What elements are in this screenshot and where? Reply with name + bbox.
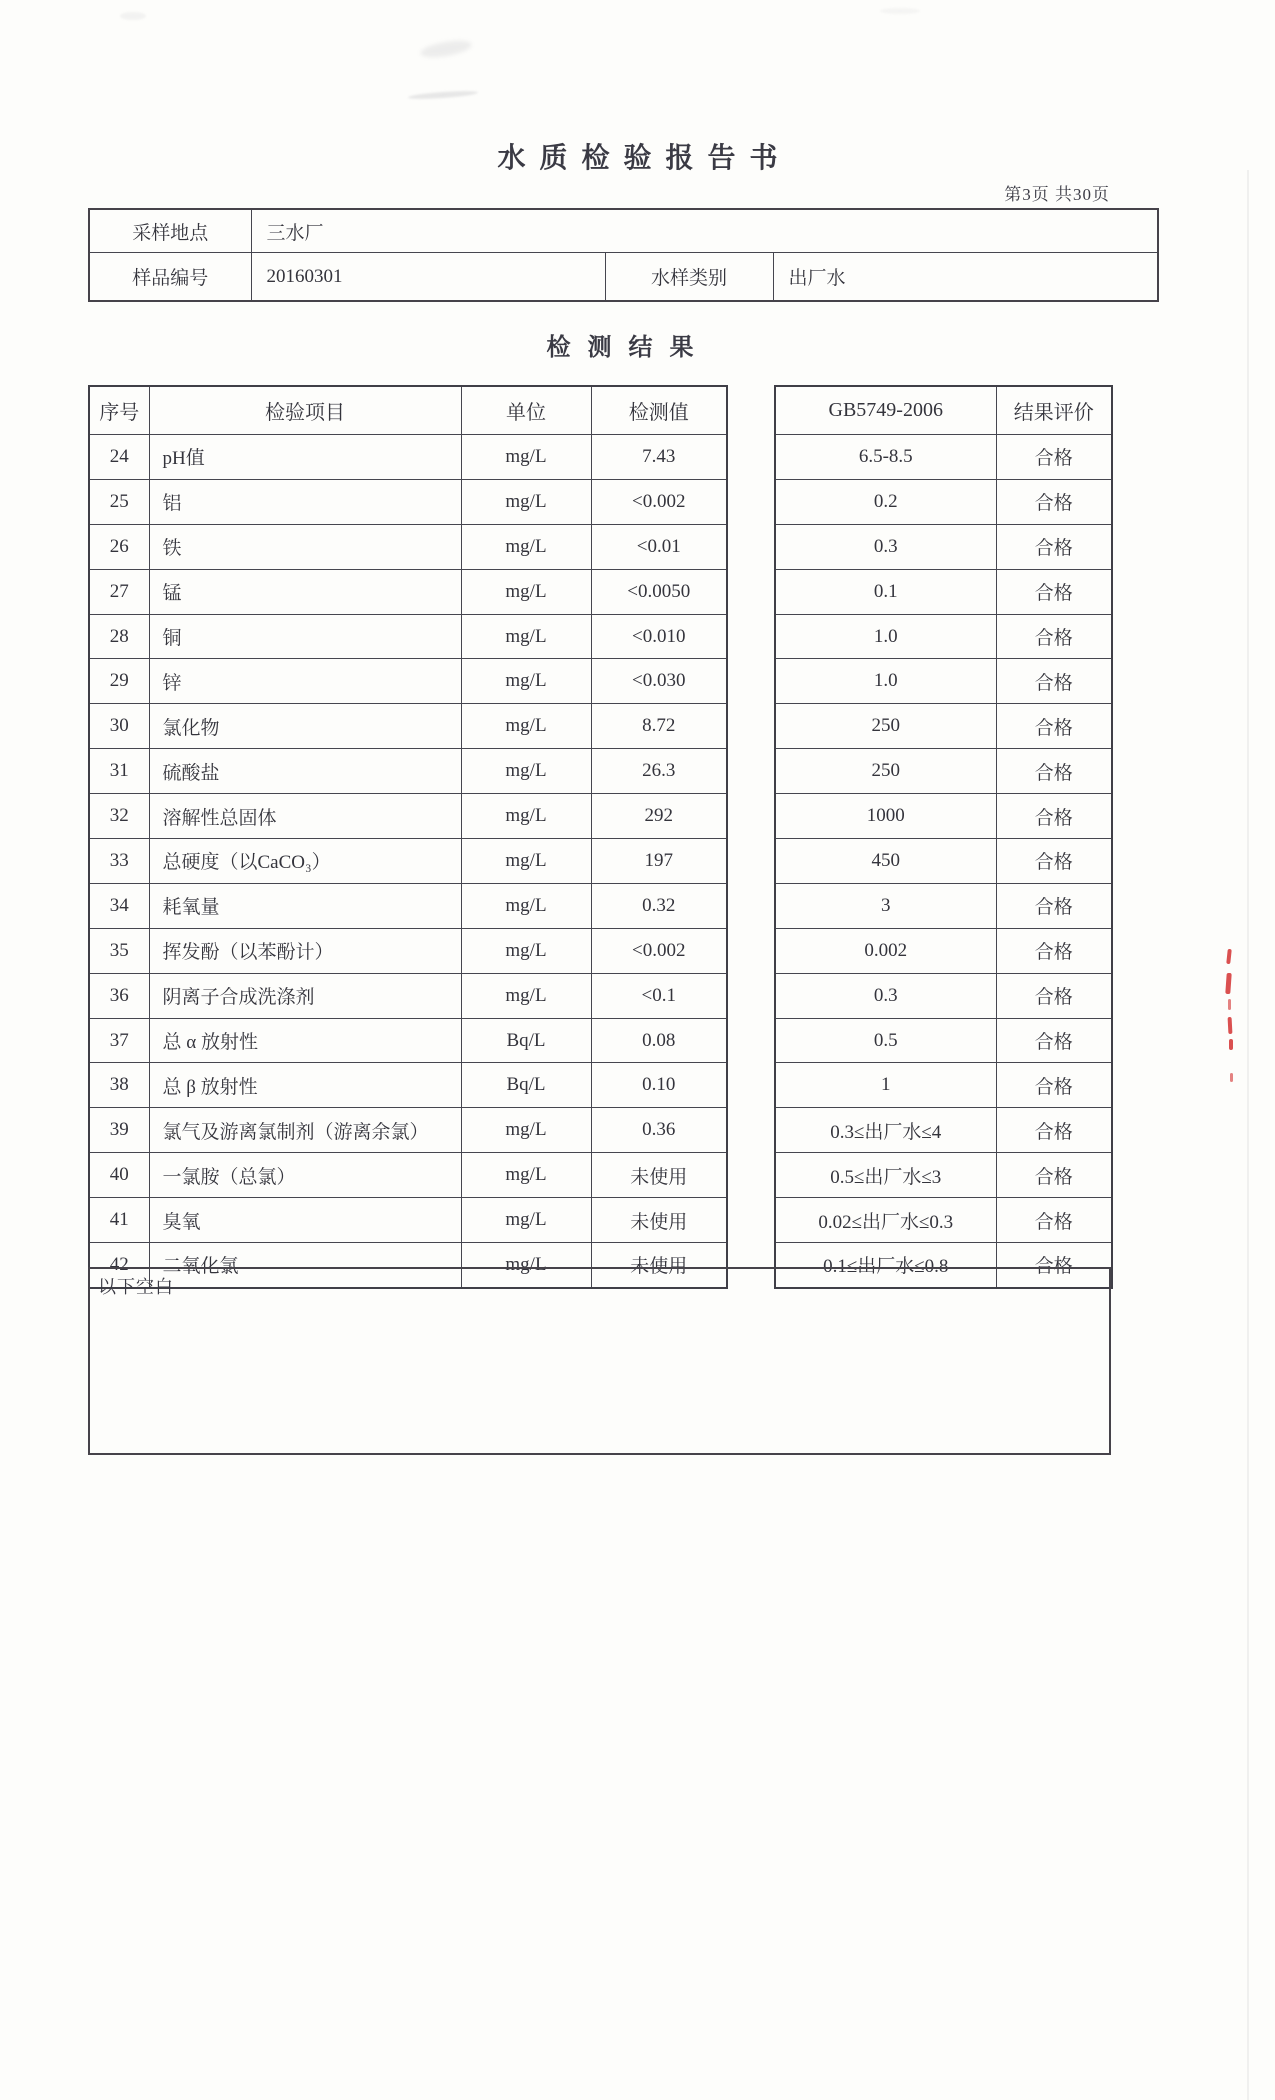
- measured-value-cell: <0.01: [591, 524, 727, 569]
- measured-value-cell: 0.32: [591, 883, 727, 928]
- standard-limit-cell: 250: [775, 704, 996, 749]
- unit-cell: mg/L: [461, 704, 591, 749]
- evaluation-cell: 合格: [996, 614, 1112, 659]
- item-name-cell: 臭氧: [149, 1198, 461, 1243]
- table-row: [89, 435, 727, 480]
- item-name-cell: 锰: [149, 569, 461, 614]
- standard-limit-cell: 0.1: [775, 569, 996, 614]
- table-row: [775, 794, 1112, 839]
- table-row: [775, 659, 1112, 704]
- measured-value-cell: <0.002: [591, 479, 727, 524]
- row-no-cell: 25: [89, 479, 149, 524]
- sample-number-value: 20160301: [251, 253, 605, 302]
- col-header-row-no: 序号: [89, 386, 149, 435]
- table-row: [89, 928, 727, 973]
- standard-limit-cell: 1000: [775, 794, 996, 839]
- table-row: [89, 659, 727, 704]
- item-name-cell: 阴离子合成洗涤剂: [149, 973, 461, 1018]
- row-no-cell: 38: [89, 1063, 149, 1108]
- table-row: [775, 749, 1112, 794]
- document-title: 水质检验报告书: [497, 143, 792, 174]
- row-no-cell: 42: [89, 1243, 149, 1288]
- sample-info-row: [89, 253, 1158, 302]
- unit-cell: mg/L: [461, 928, 591, 973]
- item-name-cell: 总 β 放射性: [149, 1063, 461, 1108]
- col-header-item: 检验项目: [149, 386, 461, 435]
- table-row: [89, 973, 727, 1018]
- measured-value-cell: 292: [591, 794, 727, 839]
- item-name-cell: 挥发酚（以苯酚计）: [149, 928, 461, 973]
- row-no-cell: 39: [89, 1108, 149, 1153]
- unit-cell: mg/L: [461, 479, 591, 524]
- standard-limit-cell: 0.2: [775, 479, 996, 524]
- standard-limit-cell: 1.0: [775, 614, 996, 659]
- standard-limit-cell: 0.3≤出厂水≤4: [775, 1108, 996, 1153]
- item-name-cell: 二氧化氯: [149, 1243, 461, 1288]
- results-section-title: 检测结果: [546, 335, 711, 361]
- table-row: [89, 1198, 727, 1243]
- row-no-cell: 28: [89, 614, 149, 659]
- table-row: [89, 524, 727, 569]
- item-name-cell: 铁: [149, 524, 461, 569]
- unit-cell: mg/L: [461, 659, 591, 704]
- sample-number-label: 样品编号: [89, 253, 251, 302]
- measured-value-cell: 0.10: [591, 1063, 727, 1108]
- measured-value-cell: <0.010: [591, 614, 727, 659]
- red-ink-marks: [1224, 945, 1236, 1090]
- table-row: [775, 1108, 1112, 1153]
- water-type-value: 出厂水: [773, 253, 1158, 302]
- results-table-right-body: [775, 435, 1112, 1288]
- blank-below-note: 以下空白: [98, 1277, 174, 1297]
- table-row: [775, 524, 1112, 569]
- evaluation-cell: 合格: [996, 839, 1112, 884]
- measured-value-cell: 197: [591, 839, 727, 884]
- table-row: [775, 435, 1112, 480]
- item-name-cell: 溶解性总固体: [149, 794, 461, 839]
- measured-value-cell: 0.08: [591, 1018, 727, 1063]
- measured-value-cell: <0.002: [591, 928, 727, 973]
- scan-smudge: [419, 38, 473, 61]
- unit-cell: mg/L: [461, 1108, 591, 1153]
- evaluation-cell: 合格: [996, 1108, 1112, 1153]
- standard-limit-cell: 0.3: [775, 973, 996, 1018]
- blank-remainder-box: [88, 1267, 1111, 1455]
- unit-cell: mg/L: [461, 435, 591, 480]
- col-header-evaluation: 结果评价: [996, 386, 1112, 435]
- measured-value-cell: 8.72: [591, 704, 727, 749]
- unit-cell: Bq/L: [461, 1018, 591, 1063]
- standard-limit-cell: 0.5: [775, 1018, 996, 1063]
- unit-cell: mg/L: [461, 749, 591, 794]
- table-row: [89, 569, 727, 614]
- table-row: [775, 928, 1112, 973]
- standard-limit-cell: 6.5-8.5: [775, 435, 996, 480]
- sampling-location-label: 采样地点: [89, 209, 251, 253]
- standard-limit-cell: 0.002: [775, 928, 996, 973]
- paper-edge-shadow: [1247, 170, 1249, 2100]
- item-name-cell: 铜: [149, 614, 461, 659]
- item-name-cell: 氯气及游离氯制剂（游离余氯）: [149, 1108, 461, 1153]
- row-no-cell: 33: [89, 839, 149, 884]
- table-row: [775, 704, 1112, 749]
- item-name-cell: 总 α 放射性: [149, 1018, 461, 1063]
- unit-cell: mg/L: [461, 524, 591, 569]
- table-row: [89, 839, 727, 884]
- evaluation-cell: 合格: [996, 1243, 1112, 1288]
- table-row: [89, 614, 727, 659]
- row-no-cell: 30: [89, 704, 149, 749]
- table-row: [89, 704, 727, 749]
- item-name-cell: 总硬度（以CaCO₃）: [149, 839, 461, 884]
- standard-limit-cell: 1.0: [775, 659, 996, 704]
- evaluation-cell: 合格: [996, 659, 1112, 704]
- table-row: [775, 1018, 1112, 1063]
- col-header-measured: 检测值: [591, 386, 727, 435]
- unit-cell: mg/L: [461, 1243, 591, 1288]
- unit-cell: mg/L: [461, 883, 591, 928]
- evaluation-cell: 合格: [996, 479, 1112, 524]
- measured-value-cell: 0.36: [591, 1108, 727, 1153]
- item-name-cell: 铝: [149, 479, 461, 524]
- results-header-row: [775, 386, 1112, 435]
- item-name-cell: 耗氧量: [149, 883, 461, 928]
- col-header-unit: 单位: [461, 386, 591, 435]
- unit-cell: mg/L: [461, 569, 591, 614]
- sample-info-table: [88, 208, 1159, 302]
- evaluation-cell: 合格: [996, 435, 1112, 480]
- scan-smudge: [408, 90, 478, 101]
- row-no-cell: 37: [89, 1018, 149, 1063]
- evaluation-cell: 合格: [996, 749, 1112, 794]
- scan-smudge: [880, 8, 920, 14]
- item-name-cell: 锌: [149, 659, 461, 704]
- unit-cell: mg/L: [461, 1198, 591, 1243]
- table-row: [775, 1198, 1112, 1243]
- scan-smudge: [120, 12, 146, 20]
- evaluation-cell: 合格: [996, 569, 1112, 614]
- table-row: [775, 1153, 1112, 1198]
- evaluation-cell: 合格: [996, 1018, 1112, 1063]
- table-row: [775, 839, 1112, 884]
- table-row: [775, 614, 1112, 659]
- standard-limit-cell: 450: [775, 839, 996, 884]
- evaluation-cell: 合格: [996, 524, 1112, 569]
- item-name-cell: pH值: [149, 435, 461, 480]
- table-row: [89, 794, 727, 839]
- results-table-left: [88, 385, 728, 1289]
- table-row: [89, 1153, 727, 1198]
- measured-value-cell: 7.43: [591, 435, 727, 480]
- row-no-cell: 29: [89, 659, 149, 704]
- table-row: [89, 1063, 727, 1108]
- evaluation-cell: 合格: [996, 794, 1112, 839]
- item-name-cell: 氯化物: [149, 704, 461, 749]
- row-no-cell: 31: [89, 749, 149, 794]
- row-no-cell: 26: [89, 524, 149, 569]
- table-row: [775, 883, 1112, 928]
- water-type-label: 水样类别: [605, 253, 773, 302]
- table-row: [89, 1108, 727, 1153]
- row-no-cell: 24: [89, 435, 149, 480]
- evaluation-cell: 合格: [996, 1198, 1112, 1243]
- standard-limit-cell: 0.5≤出厂水≤3: [775, 1153, 996, 1198]
- row-no-cell: 40: [89, 1153, 149, 1198]
- measured-value-cell: 未使用: [591, 1198, 727, 1243]
- standard-limit-cell: 0.1≤出厂水≤0.8: [775, 1243, 996, 1288]
- unit-cell: mg/L: [461, 614, 591, 659]
- row-no-cell: 35: [89, 928, 149, 973]
- sample-info-row: [89, 209, 1158, 253]
- standard-limit-cell: 1: [775, 1063, 996, 1108]
- row-no-cell: 36: [89, 973, 149, 1018]
- evaluation-cell: 合格: [996, 1063, 1112, 1108]
- standard-limit-cell: 3: [775, 883, 996, 928]
- table-row: [89, 479, 727, 524]
- measured-value-cell: <0.0050: [591, 569, 727, 614]
- measured-value-cell: 未使用: [591, 1153, 727, 1198]
- measured-value-cell: 26.3: [591, 749, 727, 794]
- evaluation-cell: 合格: [996, 973, 1112, 1018]
- evaluation-cell: 合格: [996, 1153, 1112, 1198]
- measured-value-cell: <0.030: [591, 659, 727, 704]
- measured-value-cell: <0.1: [591, 973, 727, 1018]
- table-row: [89, 883, 727, 928]
- unit-cell: Bq/L: [461, 1063, 591, 1108]
- table-row: [775, 479, 1112, 524]
- row-no-cell: 32: [89, 794, 149, 839]
- unit-cell: mg/L: [461, 1153, 591, 1198]
- evaluation-cell: 合格: [996, 704, 1112, 749]
- standard-limit-cell: 0.02≤出厂水≤0.3: [775, 1198, 996, 1243]
- evaluation-cell: 合格: [996, 928, 1112, 973]
- row-no-cell: 34: [89, 883, 149, 928]
- table-row: [775, 569, 1112, 614]
- measured-value-cell: 未使用: [591, 1243, 727, 1288]
- table-row: [89, 749, 727, 794]
- standard-limit-cell: 0.3: [775, 524, 996, 569]
- standard-limit-cell: 250: [775, 749, 996, 794]
- unit-cell: mg/L: [461, 839, 591, 884]
- page-indicator: 第3页 共30页: [1004, 185, 1110, 204]
- unit-cell: mg/L: [461, 794, 591, 839]
- sampling-location-value: 三水厂: [251, 209, 1158, 253]
- unit-cell: mg/L: [461, 973, 591, 1018]
- results-table-right: [774, 385, 1113, 1289]
- table-row: [775, 973, 1112, 1018]
- evaluation-cell: 合格: [996, 883, 1112, 928]
- table-row: [89, 1018, 727, 1063]
- item-name-cell: 硫酸盐: [149, 749, 461, 794]
- col-header-standard: GB5749-2006: [775, 386, 996, 435]
- item-name-cell: 一氯胺（总氯）: [149, 1153, 461, 1198]
- row-no-cell: 27: [89, 569, 149, 614]
- table-row: [775, 1063, 1112, 1108]
- results-table-left-body: [89, 435, 727, 1288]
- results-header-row: [89, 386, 727, 435]
- row-no-cell: 41: [89, 1198, 149, 1243]
